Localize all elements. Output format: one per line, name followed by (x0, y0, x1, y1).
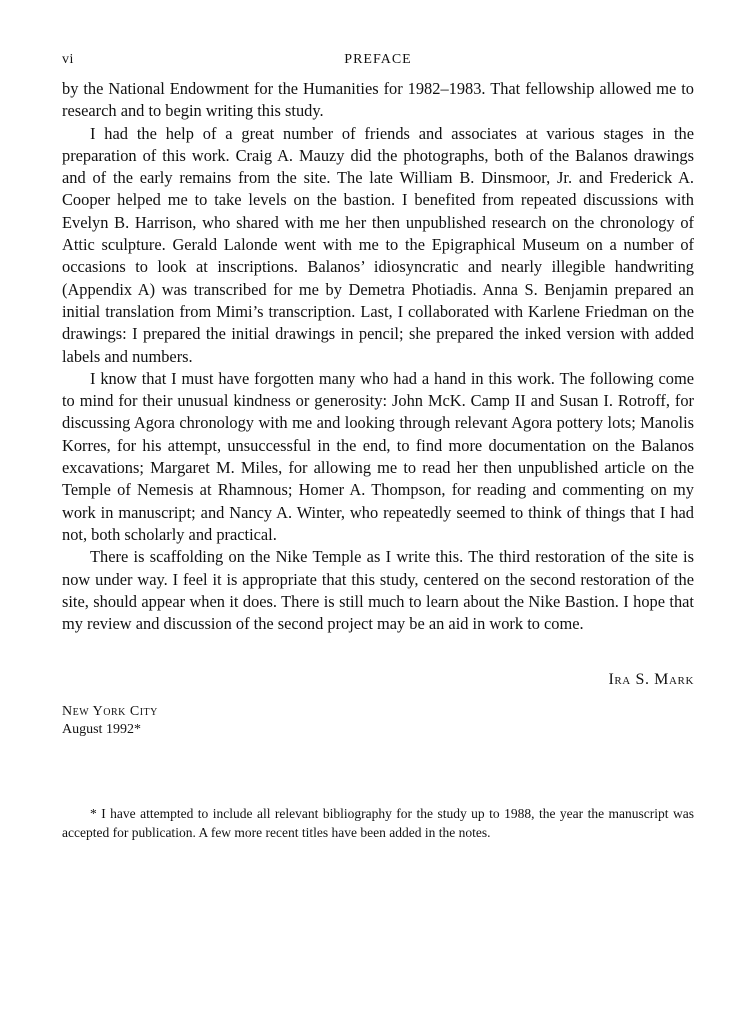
paragraph-continued: by the National Endowment for the Humanities for 1982–1983. That fellowship allowed me to research and to begin writing this study. (62, 79, 694, 121)
running-head (62, 52, 694, 78)
paragraph-acknowledgments: I had the help of a great number of friends and associates at various stages in the preparation of this work. Craig A. Mauzy did the photographs, both of the Balanos drawings and of the early remains from the site. The late William B. Dinsmoor, Jr. and Frederick A. Cooper helped me to take levels on the bastion. I benefited from repeated discussions with Evelyn B. Harrison, who shared with me her then unpublished research on the chronology of Attic sculpture. Gerald Lalonde went with me to the Epigraphical Museum on a number of occasions to look at inscriptions. Balanos’ idiosyncratic and nearly illegible handwriting (Appendix A) was transcribed for me by Demetra Photiadis. Anna S. Benjamin prepared an initial translation from Mimi’s transcription. Last, I collaborated with Karlene Friedman on the drawings: I prepared the initial drawings in pencil; she prepared the inked version with added labels and numbers. (62, 123, 694, 366)
author-signature: Ira S. Mark (608, 671, 694, 689)
preface-body (62, 78, 694, 635)
paragraph-thanks: I know that I must have forgotten many who had a hand in this work. The following come to mind for their unusual kindness or generosity: John McK. Camp II and Susan I. Rotroff, for discussing Agora chronology with me and looking through relevant Agora pottery lots; Manolis Korres, for his attempt, unsuccessful in the end, to find more documentation on the Balanos excavations; Margaret M. Miles, for allowing me to read her then unpublished article on the Temple of Nemesis at Rhamnous; Homer A. Thompson, for reading and commenting on my work in manuscript; and Nancy A. Winter, who repeatedly seemed to think of things that I had not, both scholarly and practical. (62, 368, 694, 544)
document-page (62, 52, 694, 842)
place-line: New York City (62, 704, 158, 720)
running-title: PREFACE (344, 52, 412, 67)
place-date-block (62, 703, 694, 739)
paragraph-closing: There is scaffolding on the Nike Temple as I write this. The third restoration of the site is now under way. I feel it is appropriate that this study, centered on the second restoration of the site, should appear when it does. There is still much to learn about the Nike Bastion. I hope that my review and discussion of the second project may be an aid in work to come. (62, 547, 694, 634)
page-number: vi (62, 52, 74, 67)
date-line: August 1992* (62, 722, 141, 738)
footnote: * I have attempted to include all relevant bibliography for the study up to 1988, the year the manuscript was accepted for publication. A few more recent titles have been added in the notes. (62, 806, 694, 840)
